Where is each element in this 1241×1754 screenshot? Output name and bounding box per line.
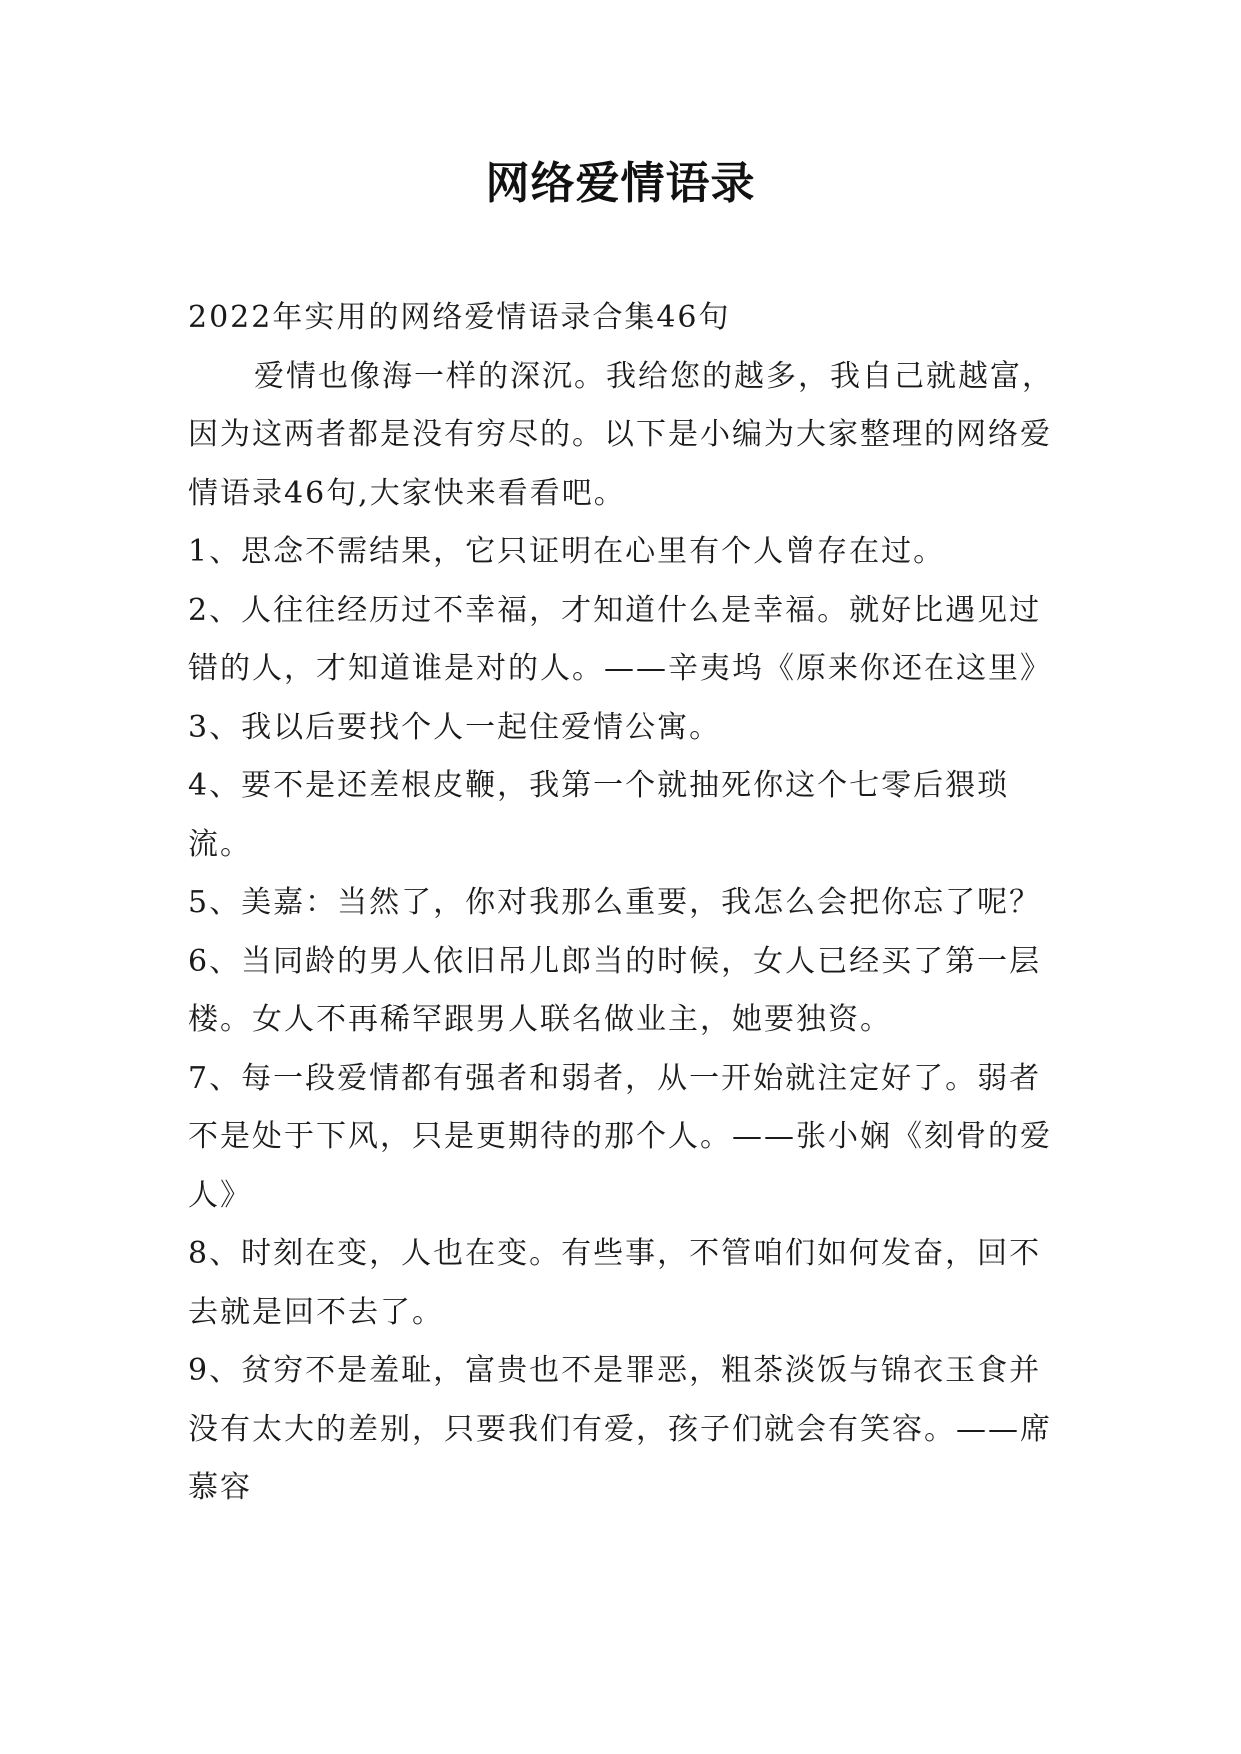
document-body	[188, 289, 1068, 1518]
document-subtitle: 2022年实用的网络爱情语录合集46句	[188, 300, 731, 335]
quote-item: 4、要不是还差根皮鞭，我第一个就抽死你这个七零后猥琐流。	[188, 768, 1010, 862]
intro-paragraph: 爱情也像海一样的深沉。我给您的越多，我自己就越富，因为这两者都是没有穷尽的。以下是小编为大家整理的网络爱情语录46句,大家快来看看吧。	[188, 358, 1054, 511]
quote-item: 1、思念不需结果，它只证明在心里有个人曾存在过。	[188, 534, 946, 569]
quote-item: 2、人往往经历过不幸福，才知道什么是幸福。就好比遇见过错的人，才知道谁是对的人。——辛夷坞《原来你还在这里》	[188, 592, 1052, 686]
quote-item: 7、每一段爱情都有强者和弱者，从一开始就注定好了。弱者不是处于下风，只是更期待的那个人。——张小娴《刻骨的爱人》	[188, 1060, 1052, 1213]
quote-item: 9、贫穷不是羞耻，富贵也不是罪恶，粗茶淡饭与锦衣玉食并没有太大的差别，只要我们有爱，孩子们就会有笑容。——席慕容	[188, 1353, 1052, 1505]
quote-item: 5、美嘉：当然了，你对我那么重要，我怎么会把你忘了呢？	[188, 885, 1042, 920]
quote-item: 8、时刻在变，人也在变。有些事，不管咱们如何发奋，回不去就是回不去了。	[188, 1236, 1042, 1330]
quote-item: 6、当同龄的男人依旧吊儿郎当的时候，女人已经买了第一层楼。女人不再稀罕跟男人联名做业主，她要独资。	[188, 943, 1042, 1037]
quote-item: 3、我以后要找个人一起住爱情公寓。	[188, 709, 722, 745]
document-title: 网络爱情语录	[485, 158, 756, 209]
